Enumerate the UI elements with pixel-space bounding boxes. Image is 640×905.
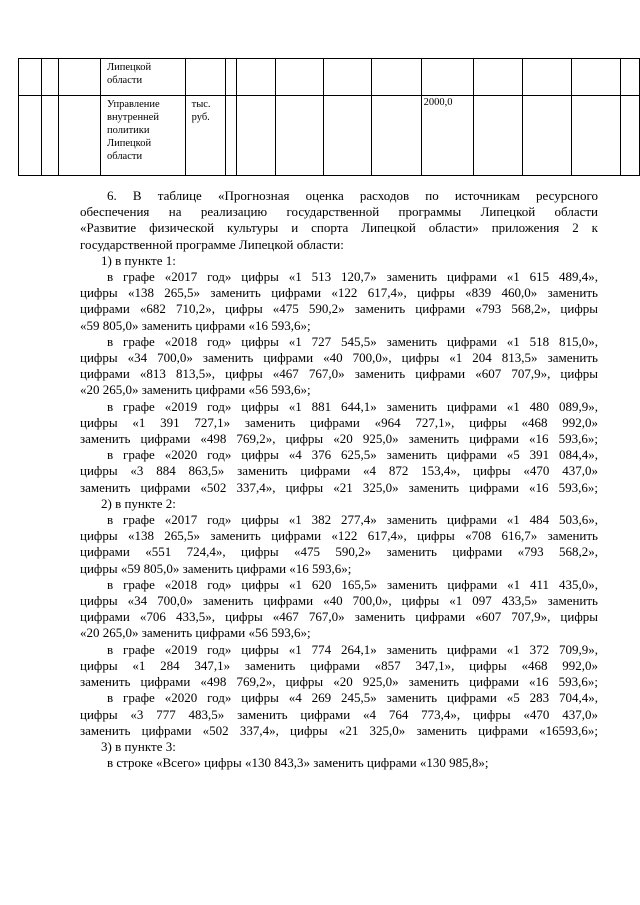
text-line: цифры «3 777 483,5» заменить цифрами «4 764 773,4», цифры «470 437,0» — [80, 706, 598, 722]
text-line: заменить цифрами «502 337,4», цифры «21 325,0» заменить цифрами «16593,6»; — [80, 722, 598, 738]
text-line: цифрами «682 710,2», цифры «475 590,2» заменить цифрами «793 568,2», цифры — [80, 301, 598, 317]
text-line: цифрами «813 813,5», цифры «467 767,0» заменить цифрами «607 707,9», цифры — [80, 366, 598, 382]
text-line: в графе «2019 год» цифры «1 774 264,1» заменить цифрами «1 372 709,9», — [107, 641, 598, 657]
text-line: заменить цифрами «498 769,2», цифры «20 925,0» заменить цифрами «16 593,6»; — [80, 674, 598, 690]
text-line: заменить цифрами «502 337,4», цифры «21 325,0» заменить цифрами «16 593,6»; — [80, 479, 598, 495]
text-line: заменить цифрами «498 769,2», цифры «20 925,0» заменить цифрами «16 593,6»; — [80, 431, 598, 447]
text-line: в строке «Всего» цифры «130 843,3» заменить цифрами «130 985,8»; — [107, 755, 489, 771]
text-line: в графе «2019 год» цифры «1 881 644,1» заменить цифрами «1 480 089,9», — [107, 398, 598, 414]
amendment-text — [80, 188, 598, 771]
budget-table-fragment — [18, 58, 640, 176]
text-line: в графе «2018 год» цифры «1 620 165,5» заменить цифрами «1 411 435,0», — [107, 576, 598, 592]
text-line: цифры «34 700,0» заменить цифрами «40 700,0», цифры «1 204 813,5» заменить — [80, 350, 598, 366]
text-line: цифры «59 805,0» заменить цифрами «16 593,6»; — [80, 560, 352, 576]
text-line: в графе «2020 год» цифры «4 269 245,5» заменить цифрами «5 283 704,4», — [107, 690, 598, 706]
heading-line: обеспечения на реализацию государственной программы Липецкой области — [80, 204, 598, 220]
text-line: цифры «1 391 727,1» заменить цифрами «964 727,1», цифры «468 992,0» — [80, 414, 598, 430]
item-label: 2) в пункте 2: — [101, 495, 176, 511]
value-cell: 2000,0 — [423, 97, 453, 108]
unit-cell — [185, 59, 225, 96]
text-line: цифрами «706 433,5», цифры «467 767,0» заменить цифрами «607 707,9», цифры — [80, 609, 598, 625]
text-line: цифры «3 884 863,5» заменить цифрами «4 872 153,4», цифры «470 437,0» — [80, 463, 598, 479]
org-name-cell: Липецкой области — [106, 62, 152, 86]
text-line: цифры «1 284 347,1» заменить цифрами «857 347,1», цифры «468 992,0» — [80, 657, 598, 673]
item-label: 3) в пункте 3: — [101, 738, 176, 754]
text-line: «59 805,0» заменить цифрами «16 593,6»; — [80, 317, 311, 333]
text-line: в графе «2020 год» цифры «4 376 625,5» заменить цифрами «5 391 084,4», — [107, 447, 598, 463]
text-line: в графе «2017 год» цифры «1 513 120,7» заменить цифрами «1 615 489,4», — [107, 269, 598, 285]
text-line: цифрами «551 724,4», цифры «475 590,2» заменить цифрами «793 568,2», — [80, 544, 598, 560]
table-row — [19, 59, 640, 96]
text-line: цифры «138 265,5» заменить цифрами «122 617,4», цифры «839 460,0» заменить — [80, 285, 598, 301]
heading-line: «Развитие физической культуры и спорта Липецкой области» приложения 2 к — [80, 220, 598, 236]
heading-line: государственной программе Липецкой области: — [80, 236, 344, 252]
heading-line: 6. В таблице «Прогнозная оценка расходов по источникам ресурсного — [107, 188, 598, 203]
table-row — [19, 96, 640, 176]
unit-cell: тыс. руб. — [191, 99, 211, 123]
value-cell — [421, 59, 473, 96]
text-line: цифры «138 265,5» заменить цифрами «122 617,4», цифры «708 616,7» заменить — [80, 528, 598, 544]
item-label: 1) в пункте 1: — [101, 252, 176, 268]
text-line: в графе «2017 год» цифры «1 382 277,4» заменить цифрами «1 484 503,6», — [107, 512, 598, 528]
text-line: «20 265,0» заменить цифрами «56 593,6»; — [80, 382, 311, 398]
org-name-cell: Управление внутренней политики Липецкой области — [106, 99, 160, 162]
text-line: цифры «34 700,0» заменить цифрами «40 700,0», цифры «1 097 433,5» заменить — [80, 593, 598, 609]
text-line: «20 265,0» заменить цифрами «56 593,6»; — [80, 625, 311, 641]
text-line: в графе «2018 год» цифры «1 727 545,5» заменить цифрами «1 518 815,0», — [107, 333, 598, 349]
